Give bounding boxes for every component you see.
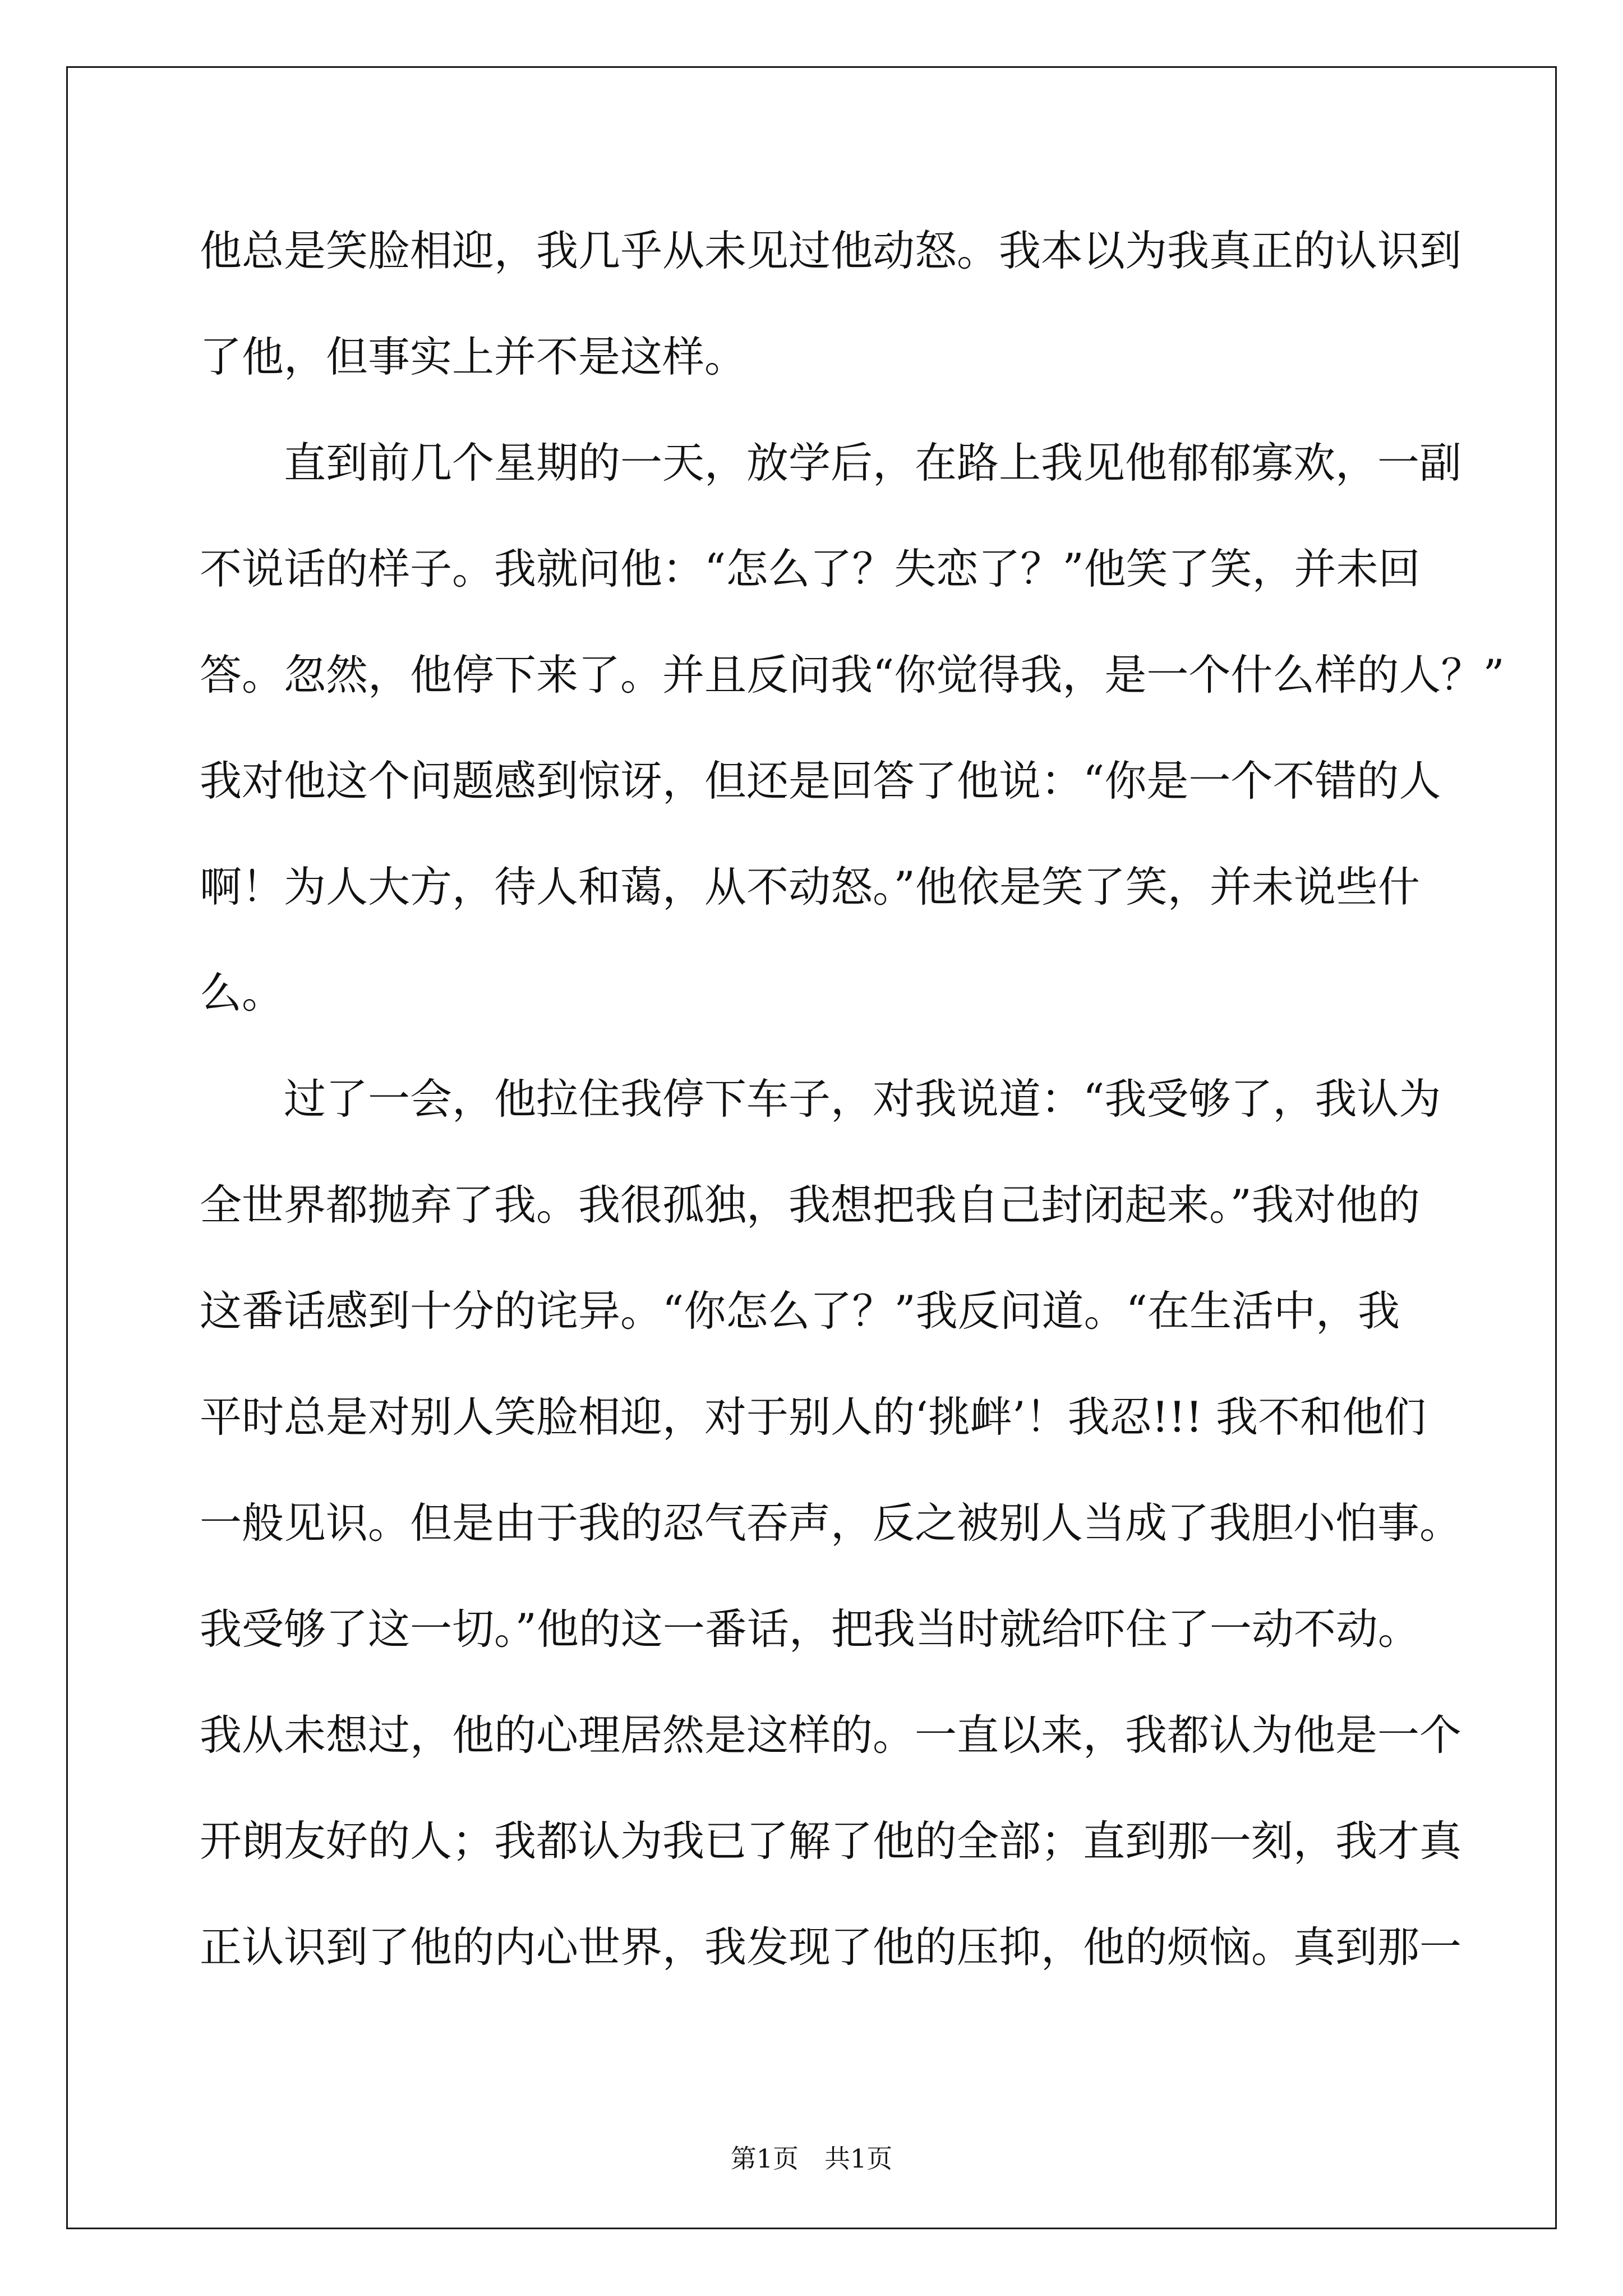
body-text-line: 这番话感到十分的诧异。“你怎么了？”我反问道。“在生活中，我	[200, 1286, 1400, 1336]
body-text-line: 么。	[200, 968, 284, 1018]
body-text-line: 全世界都抛弃了我。我很孤独，我想把我自己封闭起来。”我对他的	[200, 1180, 1420, 1230]
page-border	[66, 66, 1557, 2229]
body-text-line: 正认识到了他的内心世界，我发现了他的压抑，他的烦恼。真到那一	[200, 1922, 1462, 1972]
body-text-line: 我从未想过，他的心理居然是这样的。一直以来，我都认为他是一个	[200, 1710, 1462, 1760]
page-footer: 第1页 共1页	[730, 2143, 893, 2174]
body-text-line: 啊！为人大方，待人和蔼，从不动怒。”他依是笑了笑，并未说些什	[200, 862, 1420, 912]
body-text-line: 了他，但事实上并不是这样。	[200, 332, 747, 381]
body-text-line: 过了一会，他拉住我停下车子，对我说道：“我受够了，我认为	[200, 1074, 1441, 1124]
body-text-line: 直到前几个星期的一天，放学后，在路上我见他郁郁寡欢，一副	[200, 438, 1462, 487]
body-text-line: 我对他这个问题感到惊讶，但还是回答了他说：“你是一个不错的人	[200, 756, 1441, 806]
body-text-line: 他总是笑脸相迎，我几乎从未见过他动怒。我本以为我真正的认识到	[200, 226, 1462, 275]
body-text-line: 开朗友好的人；我都认为我已了解了他的全部；直到那一刻，我才真	[200, 1816, 1462, 1866]
body-text-line: 平时总是对别人笑脸相迎，对于别人的‘挑衅’！我忍!!! 我不和他们	[200, 1392, 1426, 1442]
body-text-line: 一般见识。但是由于我的忍气吞声，反之被别人当成了我胆小怕事。	[200, 1498, 1462, 1548]
body-text-line: 我受够了这一切。”他的这一番话，把我当时就给吓住了一动不动。	[200, 1604, 1420, 1654]
body-text-line: 答。忽然，他停下来了。并且反问我“你觉得我，是一个什么样的人？”	[200, 650, 1505, 700]
body-text-line: 不说话的样子。我就问他：“怎么了？失恋了？”他笑了笑，并未回	[200, 544, 1421, 593]
